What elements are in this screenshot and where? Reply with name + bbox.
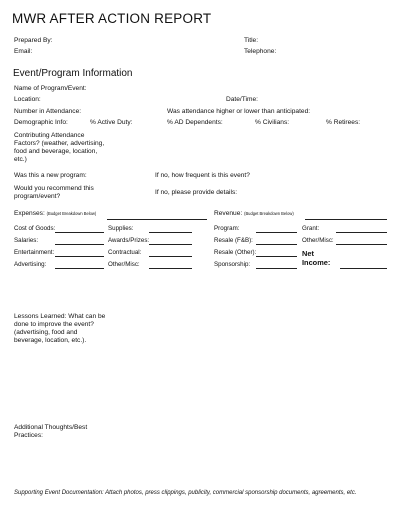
advertising-field[interactable] [55,268,104,269]
awards-prizes-label: Awards/Prizes: [108,237,150,244]
awards-prizes-field[interactable] [149,244,192,245]
section-heading: Event/Program Information [13,68,133,79]
cost-of-goods-field[interactable] [55,232,104,233]
expenses-line[interactable] [107,219,207,220]
footer-note: Supporting Event Documentation: Attach photos, press clippings, publicity, commercial sponsorship documents, agreements, etc. [14,490,357,496]
frequency-label: If no, how frequent is this event? [155,172,250,179]
expenses-heading [14,210,96,218]
sponsorship-label: Sponsorship: [214,261,251,268]
resale-fb-label: Resale (F&B): [214,237,253,244]
recommend-label: Would you recommend this program/event? [14,185,94,200]
revenue-heading [214,210,294,218]
supplies-field[interactable] [149,232,192,233]
advertising-label: Advertising: [14,261,47,268]
net-income-field[interactable] [340,268,387,269]
retirees-label: % Retirees: [326,119,361,126]
expense-other-misc-label: Other/Misc: [108,261,140,268]
active-duty-label: % Active Duty: [90,119,133,126]
entertainment-label: Entertainment: [14,249,55,256]
new-program-label: Was this a new program: [14,172,87,179]
report-title: MWR AFTER ACTION REPORT [12,11,212,26]
resale-fb-field[interactable] [256,244,297,245]
expenses-label: Expenses: [14,210,45,217]
salaries-label: Salaries: [14,237,39,244]
demographic-label: Demographic Info: [14,119,68,126]
salaries-field[interactable] [55,244,104,245]
additional-thoughts-label: Additional Thoughts/Best Practices: [14,424,88,439]
prepared-by-label: Prepared By: [14,37,53,44]
program-revenue-field[interactable] [256,232,297,233]
lessons-learned-label: Lessons Learned: What can be done to improve the event? (advertising, food and beverage, location, etc.). [14,313,106,344]
sponsorship-field[interactable] [256,268,297,269]
contractual-label: Contractual: [108,249,142,256]
revenue-other-misc-label: Other/Misc: [302,237,334,244]
details-label: If no, please provide details: [155,189,238,196]
net-income-label: Net Income: [302,249,331,267]
supplies-label: Supplies: [108,225,134,232]
contractual-field[interactable] [149,256,192,257]
resale-other-field[interactable] [256,256,297,257]
revenue-line[interactable] [305,219,387,220]
expense-other-misc-field[interactable] [149,268,192,269]
attendance-number-label: Number in Attendance: [14,108,82,115]
telephone-label: Telephone: [244,48,277,55]
program-name-label: Name of Program/Event: [14,85,87,92]
resale-other-label: Resale (Other): [214,249,257,256]
civilians-label: % Civilians: [255,119,290,126]
revenue-label: Revenue: [214,210,243,217]
ad-dependents-label: % AD Dependents: [167,119,223,126]
revenue-other-misc-field[interactable] [336,244,387,245]
grant-field[interactable] [336,232,387,233]
expenses-note: (Budget Breakdown Below) [46,211,97,216]
datetime-label: Date/Time: [226,96,258,103]
email-label: Email: [14,48,33,55]
program-revenue-label: Program: [214,225,240,232]
grant-label: Grant: [302,225,320,232]
cost-of-goods-label: Cost of Goods: [14,225,56,232]
attendance-question-label: Was attendance higher or lower than anticipated: [167,108,311,115]
entertainment-field[interactable] [55,256,104,257]
location-label: Location: [14,96,41,103]
attendance-factors-label: Contributing Attendance Factors? (weather, advertising, food and beverage, location, etc.) [14,132,105,163]
revenue-note: (Budget Breakdown Below) [244,211,294,216]
title-label: Title: [244,37,259,44]
